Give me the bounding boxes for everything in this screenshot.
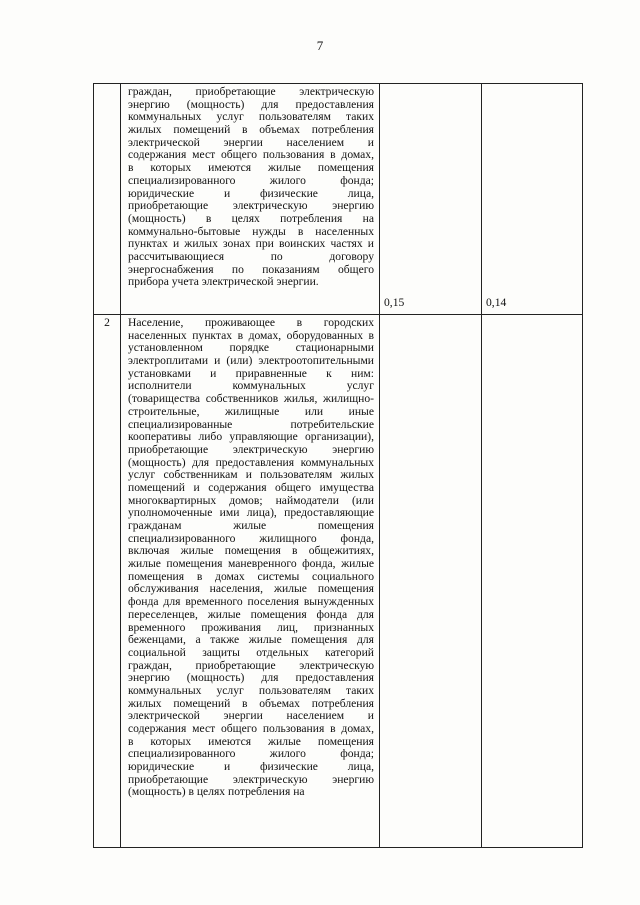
description-line: (мощность) в целях потребления на [128,785,305,799]
description-line: приобретающие электрическую энергию [128,772,374,786]
description-line: гражданам жилые помещения [128,519,374,532]
page-number: 7 [316,38,324,53]
description-line: пунктах и жилых зонах при воинских частях и [128,237,374,251]
description-line: приобретающие электрическую энергию [128,199,374,213]
description-line: (мощность) в целях потребления на [128,211,374,225]
description-line: энергию (мощность) для предоставления [128,97,374,111]
description-line: временного проживания лиц, признанных [128,620,374,634]
tariff-value1-cell [380,315,482,848]
description-line: коммунально-бытовые нужды в населенных [128,224,374,238]
description-line: электроплитами и (или) электроотопительными [128,354,374,368]
description-line: коммунальных услуг пользователям таких [128,683,374,697]
description-line: специализированного жилого фонда; [128,173,374,187]
description-line: кооперативы либо управляющие организации), [128,430,374,444]
description-line: жилые помещения маневренного фонда, жилые [128,557,374,571]
tariff-value1-cell: 0,15 [380,84,482,315]
table-row [94,84,583,315]
description-line: многоквартирных домов; наймодатели (или [128,493,374,507]
description-line: энергоснабжения по показаниям общего [128,262,374,276]
description-line: жилых помещений в объемах потребления [128,123,374,137]
description-line: фонда для временного поселения вынужденных [128,595,374,609]
description-line: населенных пунктах в домах, оборудованных в [128,328,374,342]
description-line: установками и приравненные к ним: [128,366,374,380]
description-line: электрической энергии населением и [128,709,374,723]
description-line: рассчитывающиеся по договору [128,249,374,263]
description-line: строительные, жилищные или иные [128,404,374,418]
description-line: помещений и содержания общего имущества [128,480,374,494]
description-line: переселенцев, жилые помещения фонда для [128,607,374,621]
description-line: коммунальных услуг пользователям таких [128,110,374,124]
row-number-cell [94,84,121,315]
description-line: юридические и физические лица, [128,760,374,774]
description-line: включая жилые помещения в общежитиях, [128,544,374,558]
tariff-table [93,83,583,848]
description-line: помещения в домах системы социального [128,569,374,583]
description-line: юридические и физические лица, [128,186,374,200]
description-line: (товарищества собственников жилья, жилищно- [128,392,374,406]
description-line: Население, проживающее в городских [128,316,374,329]
description-line: беженцами, а также жилые помещения для [128,633,374,647]
description-line: содержания мест общего пользования в домах, [128,148,374,162]
description-line: приобретающие электрическую энергию [128,442,374,456]
description-line: специализированного жилого фонда; [128,747,374,761]
description-line: энергию (мощность) для предоставления [128,671,374,685]
description-line: граждан, приобретающие электрическую [128,658,374,672]
description-line: в которых имеются жилые помещения [128,734,374,748]
tariff-value2-cell [482,315,583,848]
description-line: исполнители коммунальных услуг [128,379,374,393]
description-line: установленном порядке стационарными [128,341,374,355]
description-line: уполномоченные ими лица), предоставляющие [128,506,374,520]
description-line: в которых имеются жилые помещения [128,161,374,175]
description-line: содержания мест общего пользования в домах, [128,722,374,735]
row-number-cell: 2 [94,315,121,848]
description-line: специализированного жилищного фонда, [128,531,374,545]
description-line: специализированные потребительские [128,417,374,431]
description-line: прибора учета электрической энергии. [128,275,319,289]
description-line: услуг собственникам и пользователям жилых [128,468,374,482]
description-line: граждан, приобретающие электрическую [128,85,374,98]
description-cell [121,84,380,315]
description-line: жилых помещений в объемах потребления [128,696,374,710]
description-line: (мощность) для предоставления коммунальных [128,455,374,469]
description-line: электрической энергии населением и [128,135,374,149]
tariff-value2-cell: 0,14 [482,84,583,315]
description-line: социальной защиты отдельных категорий [128,645,374,659]
description-cell [121,315,380,848]
table-row [94,315,583,848]
description-line: обслуживания населения, жилые помещения [128,582,374,596]
